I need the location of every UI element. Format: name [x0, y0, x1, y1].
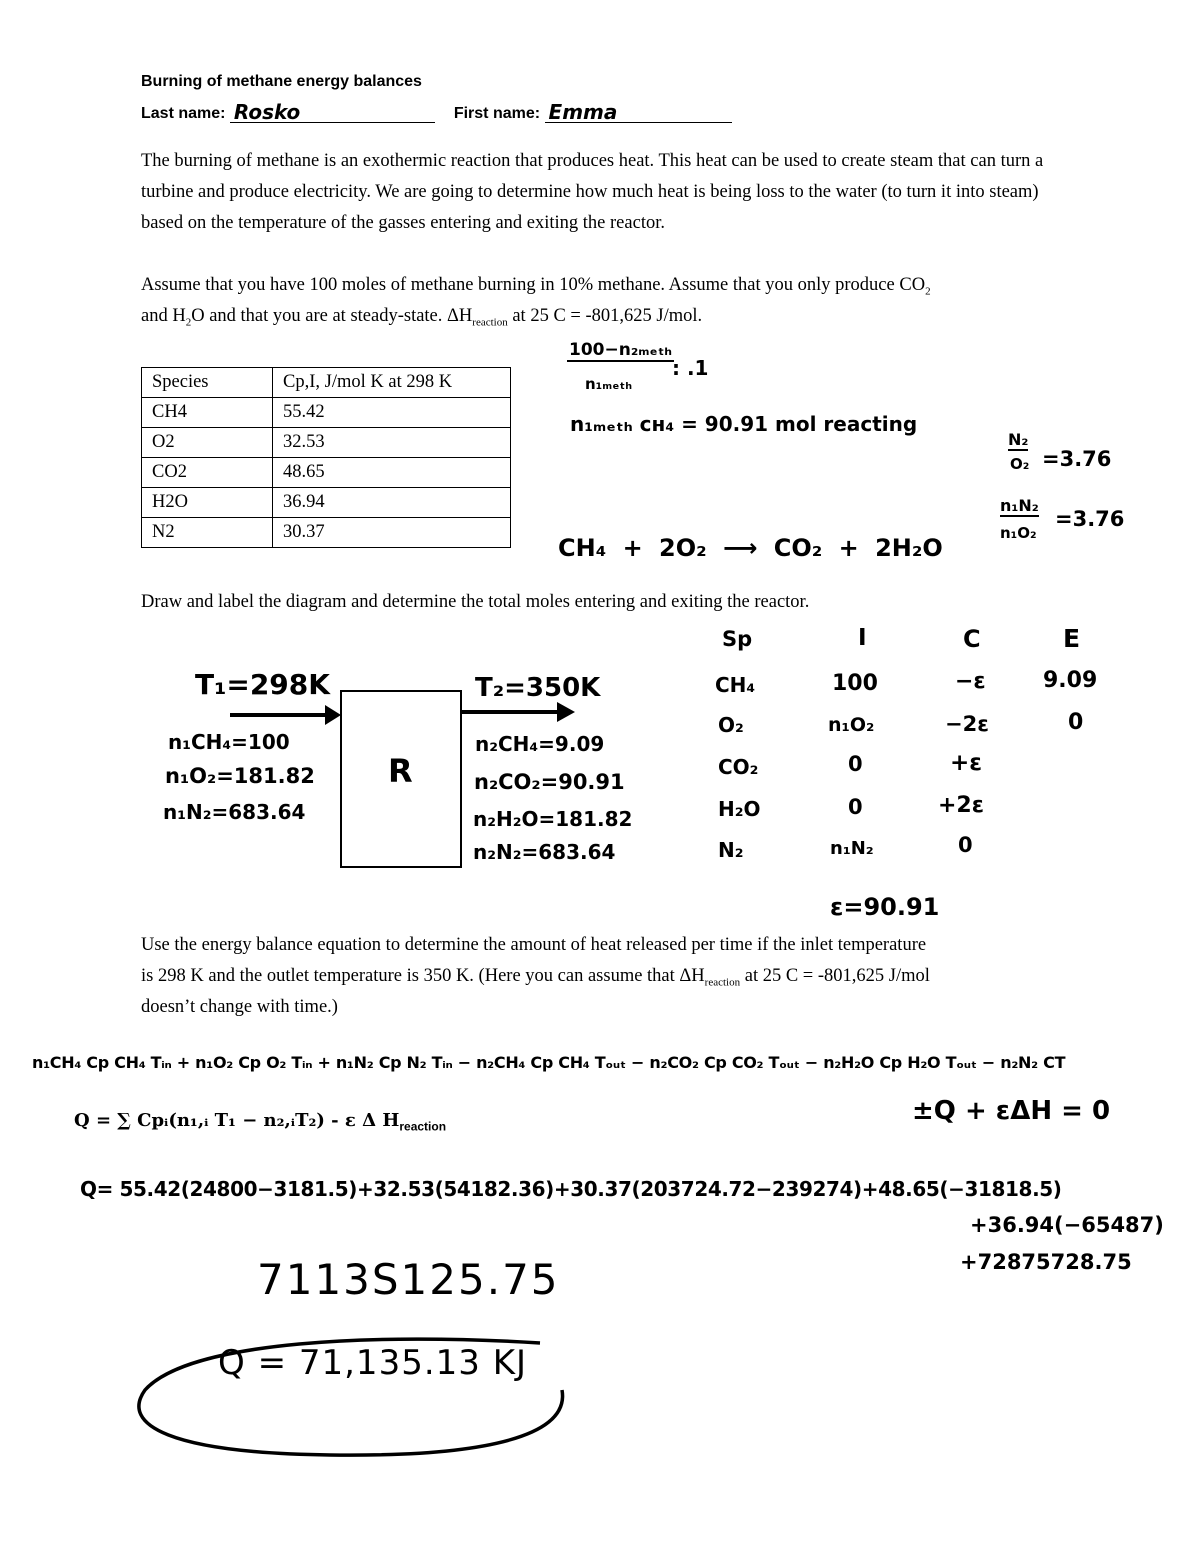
last-name-value: Rosko — [233, 100, 301, 124]
extent-row-change: 0 — [958, 833, 973, 857]
first-name-label: First name: — [453, 105, 541, 122]
heat-capacity-table — [141, 367, 511, 548]
table-row — [142, 398, 511, 428]
last-name-field[interactable] — [230, 98, 435, 123]
extent-row-change: +2ε — [938, 793, 984, 818]
species-cell: CO2 — [142, 458, 273, 488]
cp-cell: 36.94 — [273, 488, 511, 518]
table-row — [142, 458, 511, 488]
first-name-value: Emma — [548, 100, 618, 124]
inlet-temperature: T₁=298K — [195, 668, 330, 701]
diagram-prompt: Draw and label the diagram and determine the total moles entering and exiting the reactor. — [141, 592, 810, 612]
extent-header-sp: Sp — [722, 627, 753, 651]
cp-cell: 30.37 — [273, 518, 511, 548]
hand-fraction-denominator: n₁ₘₑₜₕ — [585, 375, 633, 393]
cp-cell: 32.53 — [273, 428, 511, 458]
inlet-arrow-head — [325, 705, 341, 725]
outlet-co2: n₂CO₂=90.91 — [474, 770, 625, 794]
extent-row-initial: 100 — [832, 671, 878, 696]
extent-row-initial: n₁O₂ — [828, 714, 875, 736]
document-title: Burning of methane energy balances — [141, 73, 422, 90]
extent-row-initial: 0 — [848, 752, 863, 776]
cp-cell: 55.42 — [273, 398, 511, 428]
extent-header-e: E — [1063, 624, 1081, 653]
extent-row-initial: n₁N₂ — [830, 838, 874, 859]
hand-nn2-numerator: n₁N₂ — [1000, 496, 1039, 515]
question-subscript: reaction — [704, 976, 741, 989]
extent-row-species: CH₄ — [715, 673, 756, 697]
extent-row-species: O₂ — [718, 713, 744, 737]
name-line — [141, 98, 732, 123]
first-name-field[interactable] — [545, 98, 732, 123]
inlet-o2: n₁O₂=181.82 — [165, 764, 315, 788]
formula-q-subscript: reaction — [399, 1119, 447, 1134]
hand-total: 7113S125.75 — [257, 1255, 560, 1304]
species-cell: H2O — [142, 488, 273, 518]
table-header-species: Species — [142, 368, 273, 398]
extent-header-c: C — [963, 625, 981, 653]
outlet-temperature: T₂=350K — [475, 673, 601, 703]
extent-row-change: −ε — [955, 669, 986, 694]
question-line-1: Use the energy balance equation to determine the amount of heat released per time if the inlet temperature — [141, 935, 927, 955]
hand-balance: ±Q + εΔH = 0 — [912, 1096, 1111, 1126]
hand-nn2-denominator: n₁O₂ — [1000, 524, 1037, 542]
assumption-text-d: at 25 C = -801,625 J/mol. — [507, 306, 703, 326]
assumption-text-c: O and that you are at steady-state. ΔH — [191, 306, 473, 326]
table-row — [142, 428, 511, 458]
hand-q-calculation-2: +36.94(−65487) — [970, 1213, 1164, 1237]
outlet-n2: n₂N₂=683.64 — [473, 840, 616, 864]
final-answer: Q = 71,135.13 KJ — [218, 1343, 528, 1383]
extent-row-end: 0 — [1068, 710, 1084, 735]
last-name-label: Last name: — [141, 105, 226, 122]
hand-long-equation: n₁CH₄ Cp CH₄ Tᵢₙ + n₁O₂ Cp O₂ Tᵢₙ + n₁N₂ Cp N₂ Tᵢₙ − n₂CH₄ Cp CH₄ Tₒᵤₜ − n₂CO₂ Cp CO₂ Tₒᵤₜ − n₂H₂O Cp H₂O Tₒᵤₜ − n₂N₂ CT — [32, 1053, 1066, 1072]
assumption-subscript: reaction — [472, 316, 508, 329]
species-cell: CH4 — [142, 398, 273, 428]
extent-row-species: N₂ — [718, 838, 744, 862]
hand-fraction-numerator: 100−n₂ₘₑₜₕ — [569, 340, 673, 360]
question-line-3: doesn’t change with time.) — [141, 997, 338, 1017]
assumption-paragraph: Assume that you have 100 moles of methane burning in 10% methane. Assume that you only produce $CO_2$ and $H_2O$ and that you are at steady-state. $\Delta H_{reaction}$ at 25 C = -801,625 J/mol. — [141, 275, 931, 329]
outlet-h2o: n₂H₂O=181.82 — [473, 807, 633, 831]
question-line-2a: is 298 K and the outlet temperature is 350 K. (Here you can assume that ΔH — [141, 966, 705, 986]
species-cell: N2 — [142, 518, 273, 548]
question-line-2b: at 25 C = -801,625 J/mol — [740, 966, 930, 986]
energy-balance-question — [141, 930, 1081, 1023]
outlet-arrow-head — [557, 702, 575, 722]
formula-q-text: Q = ∑ Cpᵢ(n₁,ᵢ T₁ − n₂,ᵢT₂) - ε Δ H — [74, 1110, 400, 1131]
outlet-ch4: n₂CH₄=9.09 — [475, 732, 605, 756]
hand-n2-o2-numerator: N₂ — [1008, 430, 1029, 449]
hand-nn2-value: =3.76 — [1055, 507, 1125, 531]
assumption-text-b: and H — [141, 306, 186, 326]
table-row — [142, 518, 511, 548]
extent-row-species: H₂O — [718, 797, 761, 821]
table-header-cp: Cp,I, J/mol K at 298 K — [273, 368, 511, 398]
cp-cell: 48.65 — [273, 458, 511, 488]
extent-row-species: CO₂ — [718, 755, 759, 779]
hand-fraction-value: : .1 — [672, 356, 709, 380]
hand-n2-o2-value: =3.76 — [1042, 447, 1112, 471]
extent-row-change: +ε — [950, 750, 983, 776]
extent-row-initial: 0 — [848, 795, 863, 819]
hand-q-calculation: Q= 55.42(24800−3181.5)+32.53(54182.36)+30.37(203724.72−239274)+48.65(−31818.5) — [80, 1177, 1062, 1201]
species-cell: O2 — [142, 428, 273, 458]
table-row — [142, 488, 511, 518]
extent-value: ε=90.91 — [830, 893, 940, 921]
inlet-n2: n₁N₂=683.64 — [163, 800, 306, 824]
intro-paragraph: The burning of methane is an exothermic reaction that produces heat. This heat can be used to create steam that can turn a turbine and produce electricity. We are going to determine how much heat is being loss to the water (to turn it into steam) based on the temperature of the gasses entering and exiting the reactor. — [141, 151, 1044, 233]
inlet-ch4: n₁CH₄=100 — [168, 730, 290, 754]
hand-q-calculation-3: +72875728.75 — [960, 1250, 1132, 1274]
hand-reacting-note: n₁ₘₑₜₕ ᴄʜ₄ = 90.91 mol reacting — [570, 412, 918, 436]
reactor-label: R — [388, 752, 413, 790]
extent-row-end: 9.09 — [1043, 668, 1098, 693]
extent-header-i: I — [858, 625, 867, 651]
assumption-text-a: Assume that you have 100 moles of methane burning in 10% methane. Assume that you only produce CO — [141, 275, 926, 295]
formula-q — [74, 1110, 447, 1134]
extent-row-change: −2ε — [945, 712, 989, 736]
hand-n2-o2-denominator: O₂ — [1010, 455, 1030, 473]
hand-reaction-equation: CH₄ + 2O₂ ⟶ CO₂ + 2H₂O — [558, 534, 943, 562]
table-header-row — [142, 368, 511, 398]
